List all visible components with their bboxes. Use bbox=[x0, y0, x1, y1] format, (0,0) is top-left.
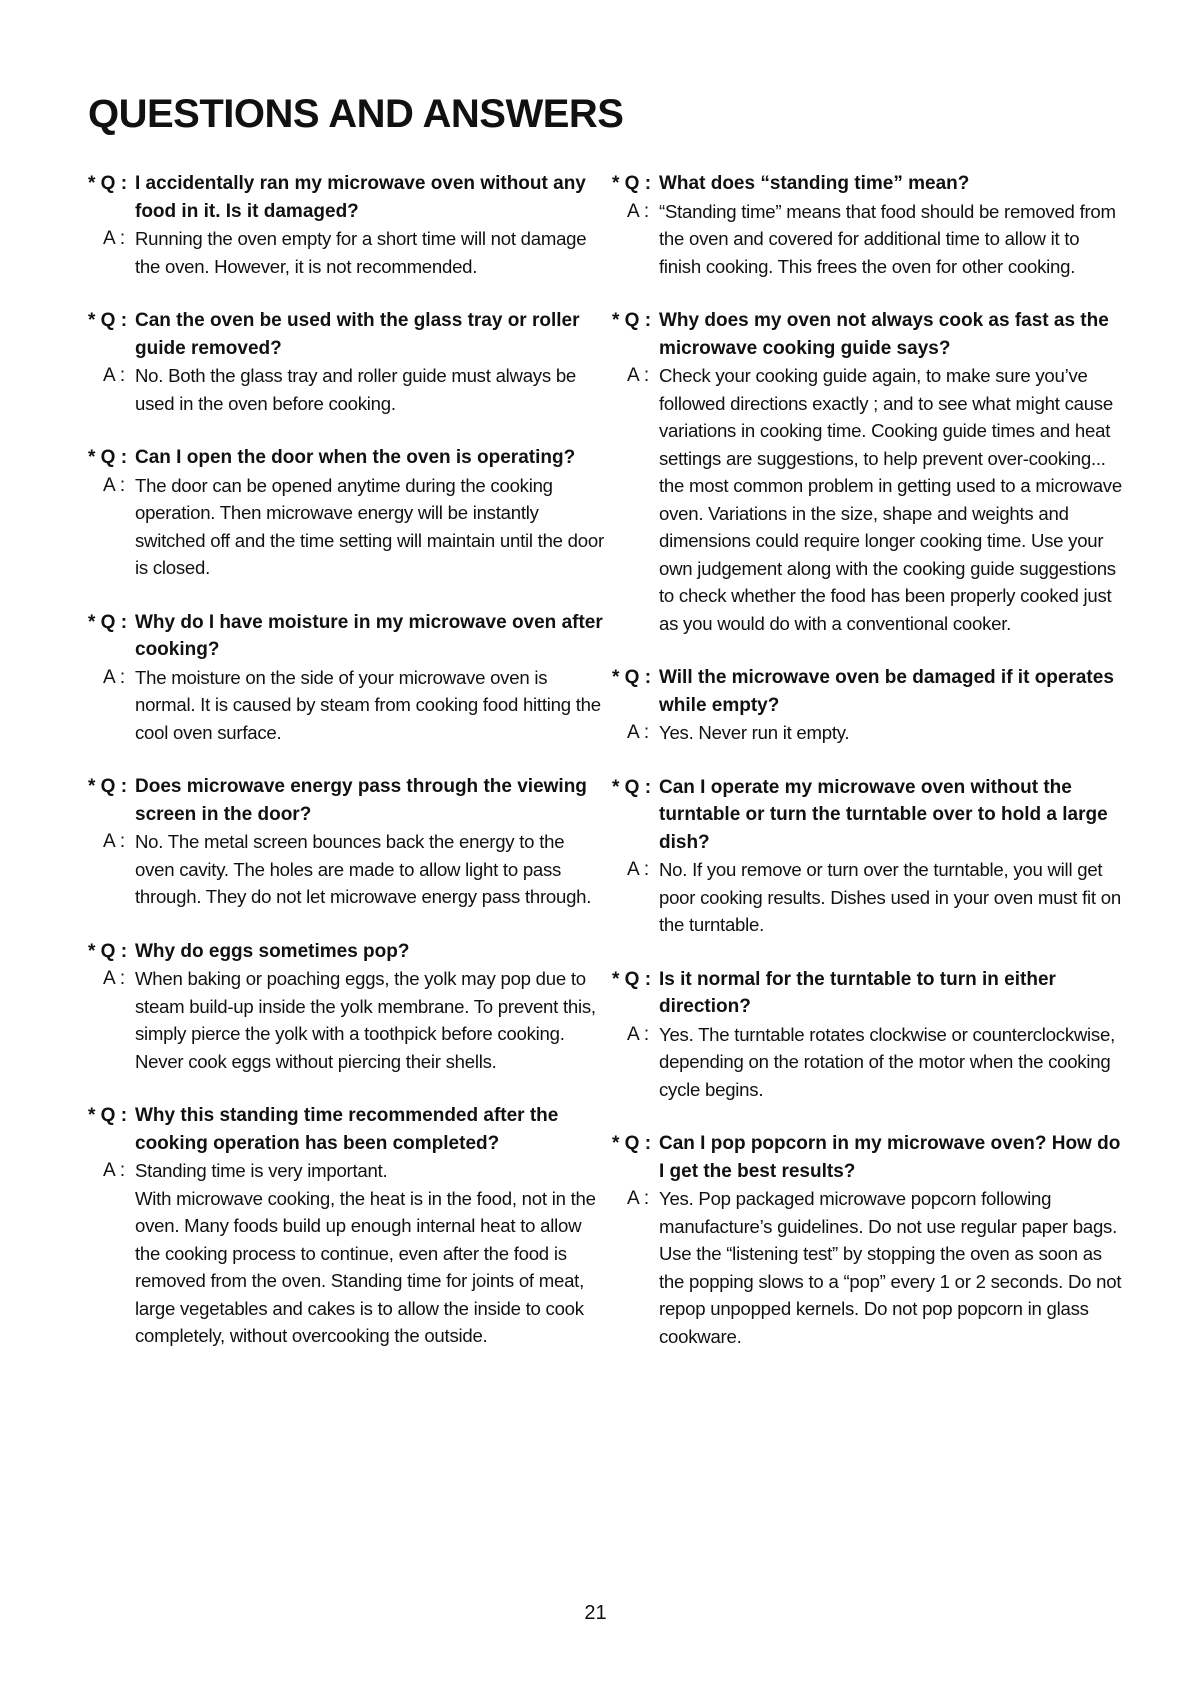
answer-text: No. Both the glass tray and roller guide must always be used in the oven before cooking. bbox=[135, 365, 576, 414]
qa-item bbox=[612, 307, 1122, 637]
question-label: * Q : bbox=[612, 1133, 652, 1154]
answer-label: A : bbox=[103, 474, 126, 496]
question-label: * Q : bbox=[88, 173, 128, 194]
answer bbox=[612, 362, 1122, 637]
qa-item bbox=[88, 444, 608, 582]
answer-label: A : bbox=[627, 200, 650, 222]
answer bbox=[88, 965, 608, 1075]
question bbox=[612, 966, 1122, 1021]
answer-label: A : bbox=[627, 1023, 650, 1045]
answer-label: A : bbox=[103, 1160, 126, 1181]
answer-extra-text: With microwave cooking, the heat is in the food, not in the oven. Many foods build up enough internal heat to allow the cooking process to continue, even after the food is removed from the oven. Standing time for joints of meat, large vegetables and cakes is to allow the inside to cook completely, without overcooking the outside. bbox=[135, 1187, 596, 1346]
answer bbox=[88, 828, 608, 911]
answer-label: A : bbox=[627, 365, 650, 386]
answer-label: A : bbox=[103, 228, 126, 249]
question-label: * Q : bbox=[88, 940, 128, 962]
answer-text: Running the oven empty for a short time will not damage the oven. However, it is not recommended. bbox=[135, 228, 587, 277]
qa-item bbox=[88, 307, 608, 417]
answer bbox=[88, 362, 608, 417]
answer-text: Yes. Never run it empty. bbox=[659, 722, 850, 743]
answer-text: No. If you remove or turn over the turntable, you will get poor cooking results. Dishes used in your oven must fit on the turntable. bbox=[659, 859, 1121, 935]
question-text: Why does my oven not always cook as fast as the microwave cooking guide says? bbox=[659, 310, 1109, 359]
answer bbox=[612, 198, 1122, 281]
answer bbox=[88, 472, 608, 582]
answer-text: Yes. The turntable rotates clockwise or counterclockwise, depending on the rotation of the motor when the cooking cycle begins. bbox=[659, 1023, 1115, 1100]
answer-text: The door can be opened anytime during the cooking operation. Then microwave energy will be instantly switched off and the time setting will maintain until the door is closed. bbox=[135, 474, 604, 578]
question bbox=[612, 664, 1122, 719]
answer-text: The moisture on the side of your microwave oven is normal. It is caused by steam from cooking food hitting the cool oven surface. bbox=[135, 666, 601, 743]
question-text: Is it normal for the turntable to turn in either direction? bbox=[659, 968, 1056, 1017]
question bbox=[88, 773, 608, 828]
question bbox=[88, 170, 608, 225]
question-label: * Q : bbox=[612, 667, 652, 688]
qa-item bbox=[88, 1102, 608, 1350]
question-text: Can the oven be used with the glass tray or roller guide removed? bbox=[135, 310, 580, 359]
answer bbox=[612, 1185, 1122, 1350]
qa-item bbox=[88, 609, 608, 747]
answer bbox=[612, 1021, 1122, 1104]
question-label: * Q : bbox=[612, 173, 652, 194]
qa-item bbox=[88, 773, 608, 911]
qa-item bbox=[612, 1130, 1122, 1350]
qa-item bbox=[612, 170, 1122, 280]
answer-label: A : bbox=[103, 365, 126, 386]
left-column bbox=[88, 170, 608, 1377]
question-label: * Q : bbox=[88, 447, 128, 468]
answer-text: Check your cooking guide again, to make sure you’ve followed directions exactly ; and to see what might cause variations in cooking time. Cooking guide times and heat settings are suggestions, to help prevent over-cooking... the most common problem in getting used to a microwave oven. Variations in the size, shape and weights and dimensions could require longer cooking time. Use your own judgement along with the cooking guide suggestions to check whether the food has been properly cooked just as you would do with a conventional cooker. bbox=[659, 365, 1122, 634]
answer-text: When baking or poaching eggs, the yolk may pop due to steam build-up inside the yolk membrane. To prevent this, simply pierce the yolk with a toothpick before cooking. Never cook eggs without piercing their shells. bbox=[135, 968, 596, 1072]
question-label: * Q : bbox=[612, 776, 652, 798]
question-text: Why do I have moisture in my microwave oven after cooking? bbox=[135, 611, 603, 660]
right-column bbox=[612, 170, 1122, 1377]
question-text: I accidentally ran my microwave oven without any food in it. Is it damaged? bbox=[135, 173, 586, 222]
answer-label: A : bbox=[103, 968, 126, 989]
answer bbox=[88, 225, 608, 280]
answer-label: A : bbox=[627, 1188, 650, 1209]
question bbox=[612, 1130, 1122, 1185]
question bbox=[88, 307, 608, 362]
qa-item bbox=[612, 664, 1122, 747]
question-text: What does “standing time” mean? bbox=[659, 173, 970, 194]
question-label: * Q : bbox=[88, 611, 128, 633]
qa-item bbox=[612, 966, 1122, 1104]
question-text: Why do eggs sometimes pop? bbox=[135, 940, 410, 962]
answer-text: Yes. Pop packaged microwave popcorn following manufacture’s guidelines. Do not use regular paper bags. Use the “listening test” by stopping the oven as soon as the popping slows to a “pop” every 1 or 2 seconds. Do not repop unpopped kernels. Do not pop popcorn in glass cookware. bbox=[659, 1188, 1122, 1347]
qa-item bbox=[612, 774, 1122, 939]
question-text: Will the microwave oven be damaged if it operates while empty? bbox=[659, 667, 1114, 716]
answer-label: A : bbox=[627, 859, 650, 880]
question bbox=[88, 444, 608, 472]
question-text: Can I open the door when the oven is operating? bbox=[135, 447, 576, 468]
answer-text: Standing time is very important. bbox=[135, 1160, 388, 1181]
page-number: 21 bbox=[584, 1602, 607, 1624]
question-label: * Q : bbox=[88, 1105, 128, 1126]
answer bbox=[612, 719, 1122, 747]
qa-item bbox=[88, 170, 608, 280]
question bbox=[88, 938, 608, 966]
answer-text: “Standing time” means that food should be removed from the oven and covered for additional time to allow it to finish cooking. This frees the oven for other cooking. bbox=[659, 200, 1116, 277]
question-label: * Q : bbox=[612, 310, 652, 331]
question-label: * Q : bbox=[612, 968, 652, 990]
question bbox=[88, 609, 608, 664]
qa-item bbox=[88, 938, 608, 1076]
answer bbox=[88, 1157, 608, 1185]
answer-text: No. The metal screen bounces back the energy to the oven cavity. The holes are made to allow light to pass through. They do not let microwave energy pass through. bbox=[135, 831, 592, 907]
answer-label: A : bbox=[627, 722, 650, 743]
answer-label: A : bbox=[103, 666, 126, 688]
question bbox=[88, 1102, 608, 1157]
question-label: * Q : bbox=[88, 776, 128, 797]
question-text: Can I operate my microwave oven without the turntable or turn the turntable over to hold a large dish? bbox=[659, 776, 1108, 853]
question-text: Why this standing time recommended after the cooking operation has been completed? bbox=[135, 1105, 559, 1154]
question bbox=[612, 774, 1122, 857]
answer bbox=[612, 856, 1122, 939]
question-text: Can I pop popcorn in my microwave oven? How do I get the best results? bbox=[659, 1133, 1121, 1182]
question bbox=[612, 307, 1122, 362]
question-label: * Q : bbox=[88, 310, 128, 331]
page-title: QUESTIONS AND ANSWERS bbox=[88, 92, 624, 136]
question bbox=[612, 170, 1122, 198]
question-text: Does microwave energy pass through the viewing screen in the door? bbox=[135, 776, 587, 825]
answer-label: A : bbox=[103, 831, 126, 852]
answer bbox=[88, 664, 608, 747]
